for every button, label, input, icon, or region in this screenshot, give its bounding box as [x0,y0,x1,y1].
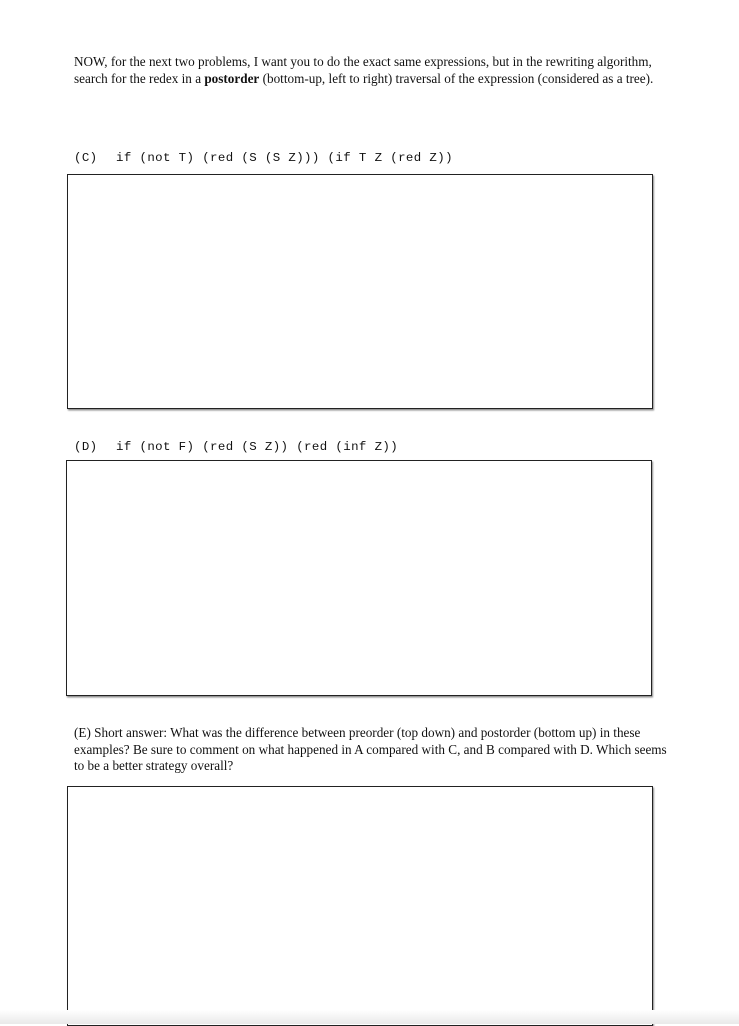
answer-box-e[interactable] [67,786,653,1026]
problem-c-expression: if (not T) (red (S (S Z))) (if T Z (red Z)) [116,151,453,165]
instructions-text-start: NOW, for the next two problems, I want you to do the exact same expressions, but in the rewriting algorithm, search for the redex in a [74,54,652,86]
problem-c [74,151,453,165]
instructions-text-end: (bottom-up, left to right) traversal of the expression (considered as a tree). [259,71,654,86]
problem-d [74,440,398,454]
answer-box-c[interactable] [67,174,653,409]
instructions-paragraph [74,53,664,87]
problem-e-question: (E) Short answer: What was the difference between preorder (top down) and postorder (bottom up) in these examples? Be sure to comment on what happened in A compared with C, and B compared with D. Which seems to be a better strategy overall? [74,725,667,773]
page-bottom-edge [0,1010,739,1024]
problem-c-label: (C) [74,151,98,165]
problem-d-label: (D) [74,440,98,454]
postorder-emphasis: postorder [204,71,260,86]
problem-d-expression: if (not F) (red (S Z)) (red (inf Z)) [116,440,399,454]
answer-box-d[interactable] [66,460,652,696]
